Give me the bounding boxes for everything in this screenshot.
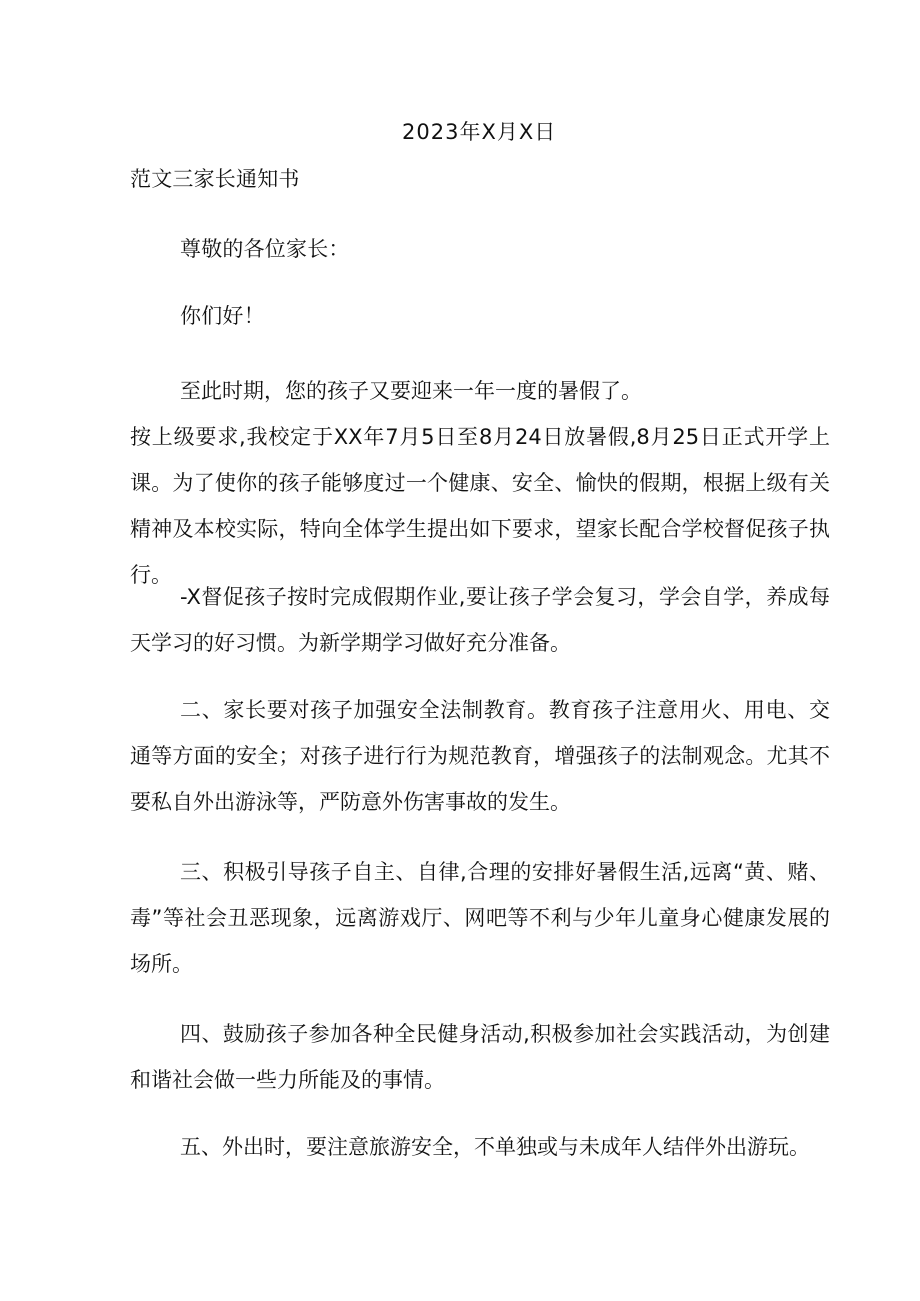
requirement-item-2: 二、家长要对孩子加强安全法制教育。教育孩子注意用火、用电、交通等方面的安全；对孩子进行行为规范教育，增强孩子的法制观念。尤其不要私自外出游泳等，严防意外伤害事故的发生。 [130,698,830,814]
document-date: 2023年X月X日 [402,120,557,144]
requirement-item-5: 五、外出时，要注意旅游安全，不单独或与未成年人结伴外出游玩。 [180,1135,810,1159]
intro-body: 按上级要求,我校定于XX年7月5日至8月24日放暑假,8月25日正式开学上课。为了使你的孩子能够度过一个健康、安全、愉快的假期，根据上级有关精神及本校实际，特向全体学生提出如下要求，望家长配合学校督促孩子执行。 [130,425,830,587]
intro-paragraph [130,368,830,598]
salutation: 尊敬的各位家长： [180,237,350,261]
requirement-item-1: -X督促孩子按时完成假期作业,要让孩子学会复习，学会自学，养成每天学习的好习惯。为新学期学习做好充分准备。 [130,585,830,655]
intro-first-line: 至此时期，您的孩子又要迎来一年一度的暑假了。 [180,379,642,403]
requirement-item-4: 四、鼓励孩子参加各种全民健身活动,积极参加社会实践活动，为创建和谐社会做一些力所能及的事情。 [130,1022,830,1092]
section-title: 范文三家长通知书 [130,167,300,191]
greeting: 你们好！ [180,304,265,328]
requirement-item-3: 三、积极引导孩子自主、自律,合理的安排好暑假生活,远离“黄、赌、毒”等社会丑恶现象，远离游戏厅、网吧等不利与少年儿童身心健康发展的场所。 [130,860,830,976]
